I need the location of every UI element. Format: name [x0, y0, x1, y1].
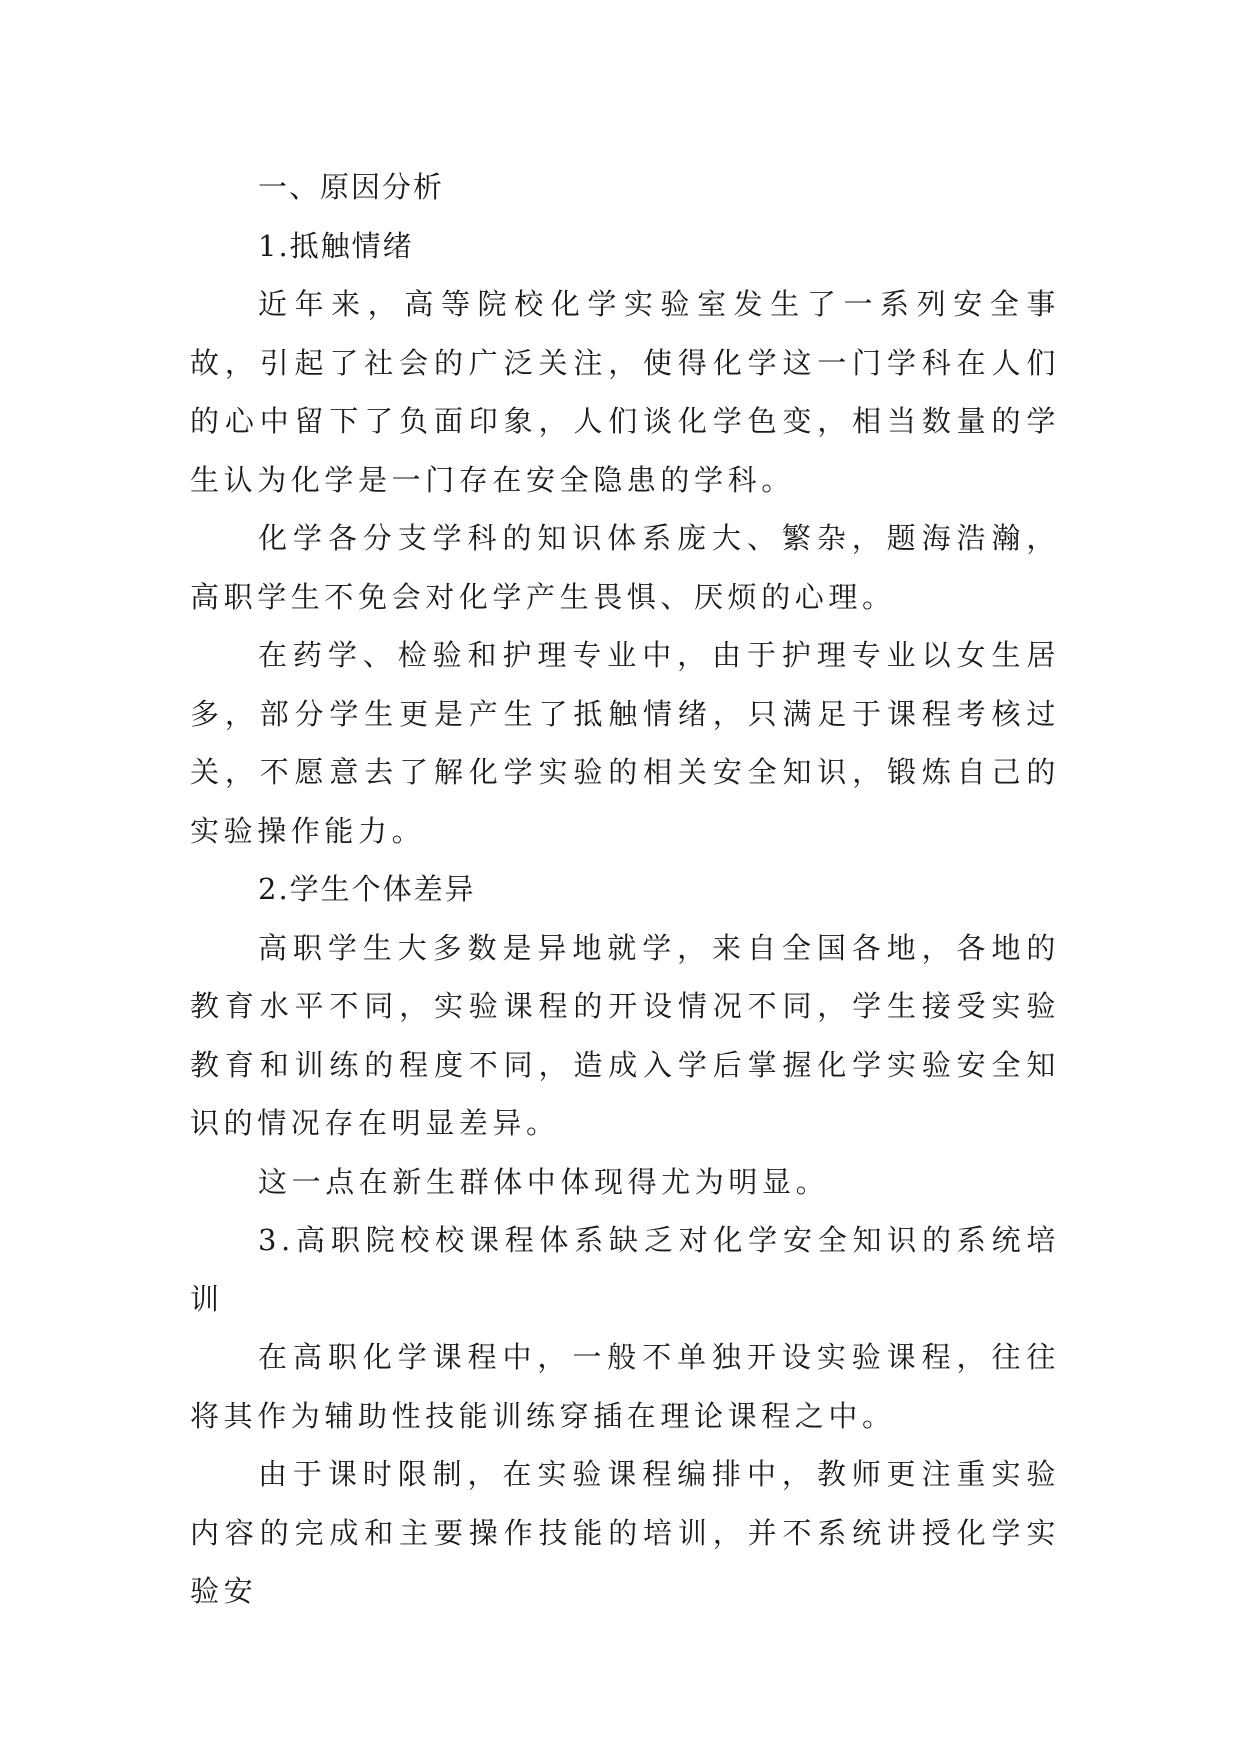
paragraph: 化学各分支学科的知识体系庞大、繁杂，题海浩瀚，高职学生不免会对化学产生畏惧、厌烦的心理。 — [190, 521, 1060, 614]
subheading-resistance: 1.抵触情绪 — [258, 228, 414, 263]
subheading-curriculum-system: 3.高职院校校课程体系缺乏对化学安全知识的系统培训 — [190, 1223, 1060, 1316]
paragraph: 高职学生大多数是异地就学，来自全国各地，各地的教育水平不同，实验课程的开设情况不同，学生接受实验教育和训练的程度不同，造成入学后掌握化学实验安全知识的情况存在明显差异。 — [190, 930, 1060, 1140]
paragraph: 在药学、检验和护理专业中，由于护理专业以女生居多，部分学生更是产生了抵触情绪，只满足于课程考核过关，不愿意去了解化学实验的相关安全知识，锻炼自己的实验操作能力。 — [190, 638, 1060, 848]
paragraph: 由于课时限制，在实验课程编排中，教师更注重实验内容的完成和主要操作技能的培训，并不系统讲授化学实验安 — [190, 1457, 1060, 1608]
subheading-individual-differences: 2.学生个体差异 — [258, 872, 476, 906]
section-heading-cause-analysis: 一、原因分析 — [258, 170, 445, 204]
paragraph: 近年来，高等院校化学实验室发生了一系列安全事故，引起了社会的广泛关注，使得化学这一门学科在人们的心中留下了负面印象，人们谈化学色变，相当数量的学生认为化学是一门存在安全隐患的学科。 — [190, 287, 1060, 497]
paragraph: 这一点在新生群体中体现得尤为明显。 — [258, 1164, 830, 1199]
document-page — [190, 158, 1060, 1621]
paragraph: 在高职化学课程中，一般不单独开设实验课程，往往将其作为辅助性技能训练穿插在理论课程之中。 — [190, 1340, 1060, 1433]
